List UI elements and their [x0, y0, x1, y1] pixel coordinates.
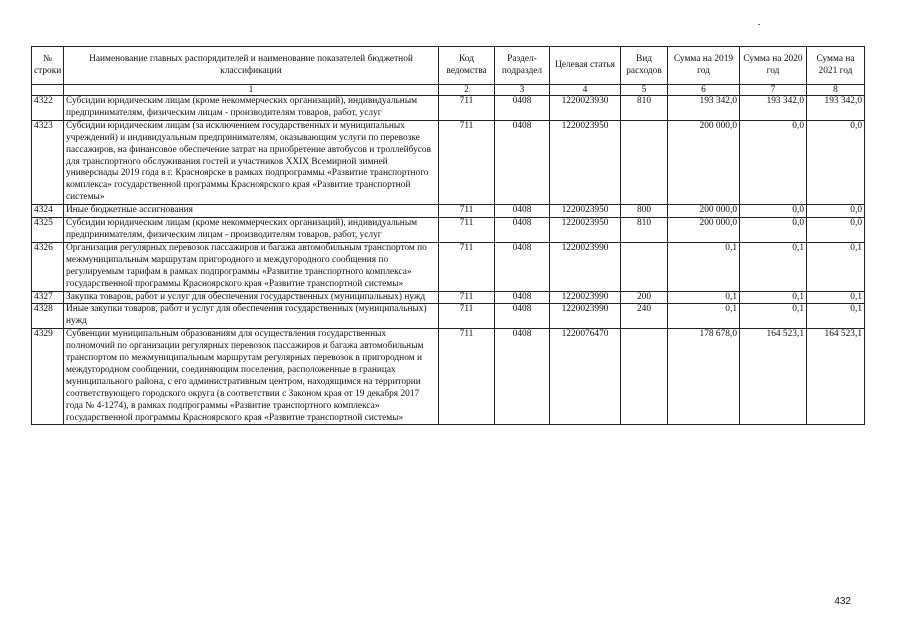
sum-2021: 193 342,0 [807, 96, 865, 121]
header-name: Наименование главных распорядителей и наименование показателей бюджетной классификации [64, 47, 439, 85]
row-number: 4323 [32, 120, 64, 204]
sum-2020: 164 523,1 [740, 329, 807, 425]
column-number-row [32, 85, 865, 96]
target-item: 1220023990 [550, 242, 621, 291]
column-number: 2 [439, 85, 495, 96]
column-number: 7 [740, 85, 807, 96]
sum-2020: 0,0 [740, 218, 807, 243]
expense-type [621, 242, 668, 291]
row-name: Субвенции муниципальным образованиям для осуществления государственных полномочий по организации регулярных перевозок пассажиров и багажа автомобильным транспортом по межмуниципальным маршрутам регулярных перевозок в пригородном и междугородном сообщении, соединяющим поселения, расположенные в границах муниципального района, с его административным центром, находящимся на территории соответствующего городского округа (в соответствии с Законом края от 19 декабря 2017 года № 4-1274), в рамках подпрограммы «Развитие транспортного комплекса» государственной программы Красноярского края «Развитие транспортной системы» [64, 329, 439, 425]
table-row [32, 329, 865, 425]
sum-2019: 0,1 [668, 304, 740, 329]
expense-type: 810 [621, 96, 668, 121]
sum-2021: 0,0 [807, 205, 865, 218]
table-row [32, 120, 865, 204]
department-code: 711 [439, 218, 495, 243]
column-number: 1 [64, 85, 439, 96]
row-name: Иные закупки товаров, работ и услуг для обеспечения государственных (муниципальных) нужд [64, 304, 439, 329]
sum-2019: 200 000,0 [668, 218, 740, 243]
target-item: 1220023990 [550, 291, 621, 304]
target-item: 1220076470 [550, 329, 621, 425]
sum-2020: 0,0 [740, 120, 807, 204]
target-item: 1220023990 [550, 304, 621, 329]
table-row [32, 218, 865, 243]
department-code: 711 [439, 120, 495, 204]
expense-type: 240 [621, 304, 668, 329]
sum-2021: 0,0 [807, 120, 865, 204]
sum-2021: 0,1 [807, 304, 865, 329]
header-sum-2019: Сумма на 2019 год [668, 47, 740, 85]
sum-2019: 200 000,0 [668, 205, 740, 218]
expense-type: 200 [621, 291, 668, 304]
table-row [32, 205, 865, 218]
section-code: 0408 [495, 329, 550, 425]
header-target-item: Целевая статья [550, 47, 621, 85]
header-row [32, 47, 865, 85]
sum-2019: 0,1 [668, 242, 740, 291]
sum-2020: 0,1 [740, 242, 807, 291]
section-code: 0408 [495, 205, 550, 218]
column-number: 8 [807, 85, 865, 96]
sum-2021: 164 523,1 [807, 329, 865, 425]
header-department-code: Код ведомства [439, 47, 495, 85]
target-item: 1220023930 [550, 96, 621, 121]
header-sum-2021: Сумма на 2021 год [807, 47, 865, 85]
page-number: 432 [834, 596, 851, 607]
row-number: 4325 [32, 218, 64, 243]
header-expense-type: Вид расходов [621, 47, 668, 85]
column-number: 3 [495, 85, 550, 96]
section-code: 0408 [495, 218, 550, 243]
section-code: 0408 [495, 96, 550, 121]
budget-table [31, 46, 865, 425]
row-number: 4326 [32, 242, 64, 291]
department-code: 711 [439, 96, 495, 121]
department-code: 711 [439, 291, 495, 304]
target-item: 1220023950 [550, 205, 621, 218]
table-row [32, 242, 865, 291]
table-row [32, 291, 865, 304]
section-code: 0408 [495, 304, 550, 329]
target-item: 1220023950 [550, 120, 621, 204]
department-code: 711 [439, 304, 495, 329]
header-row-number: № строки [32, 47, 64, 85]
expense-type [621, 120, 668, 204]
row-name: Субсидии юридическим лицам (кроме некоммерческих организаций), индивидуальным предпринимателям, физическим лицам - производителям товаров, работ, услуг [64, 96, 439, 121]
sum-2020: 193 342,0 [740, 96, 807, 121]
sum-2021: 0,1 [807, 242, 865, 291]
row-number: 4327 [32, 291, 64, 304]
scan-speck [758, 24, 760, 25]
sum-2020: 0,1 [740, 304, 807, 329]
department-code: 711 [439, 329, 495, 425]
column-number: 4 [550, 85, 621, 96]
row-number: 4328 [32, 304, 64, 329]
row-name: Иные бюджетные ассигнования [64, 205, 439, 218]
table-row [32, 304, 865, 329]
row-name: Организация регулярных перевозок пассажиров и багажа автомобильным транспортом по межмуниципальным маршрутам пригородного и междугородного сообщения по регулируемым тарифам в рамках подпрограммы «Развитие транспортного комплекса» государственной программы Красноярского края «Развитие транспортной системы» [64, 242, 439, 291]
section-code: 0408 [495, 291, 550, 304]
expense-type: 800 [621, 205, 668, 218]
expense-type: 810 [621, 218, 668, 243]
header-section: Раздел-подраздел [495, 47, 550, 85]
column-number [32, 85, 64, 96]
target-item: 1220023950 [550, 218, 621, 243]
sum-2020: 0,1 [740, 291, 807, 304]
sum-2019: 200 000,0 [668, 120, 740, 204]
header-sum-2020: Сумма на 2020 год [740, 47, 807, 85]
table-row [32, 96, 865, 121]
row-number: 4322 [32, 96, 64, 121]
row-name: Закупка товаров, работ и услуг для обеспечения государственных (муниципальных) нужд [64, 291, 439, 304]
row-number: 4329 [32, 329, 64, 425]
row-number: 4324 [32, 205, 64, 218]
column-number: 5 [621, 85, 668, 96]
department-code: 711 [439, 242, 495, 291]
section-code: 0408 [495, 120, 550, 204]
row-name: Субсидии юридическим лицам (кроме некоммерческих организаций), индивидуальным предпринимателям, физическим лицам - производителям товаров, работ, услуг [64, 218, 439, 243]
sum-2020: 0,0 [740, 205, 807, 218]
sum-2021: 0,0 [807, 218, 865, 243]
sum-2019: 178 678,0 [668, 329, 740, 425]
row-name: Субсидии юридическим лицам (за исключением государственных и муниципальных учреждений) и индивидуальным предпринимателям, оказывающим услуги по перевозке пассажиров, на финансовое обеспечение затрат на приобретение автобусов и троллейбусов для транспортного обслуживания гостей и участников XXIX Всемирной зимней универсиады 2019 года в г. Красноярске в рамках подпрограммы «Развитие транспортного комплекса» государственной программы Красноярского края «Развитие транспортной системы» [64, 120, 439, 204]
sum-2019: 0,1 [668, 291, 740, 304]
column-number: 6 [668, 85, 740, 96]
sum-2019: 193 342,0 [668, 96, 740, 121]
sum-2021: 0,1 [807, 291, 865, 304]
expense-type [621, 329, 668, 425]
section-code: 0408 [495, 242, 550, 291]
department-code: 711 [439, 205, 495, 218]
